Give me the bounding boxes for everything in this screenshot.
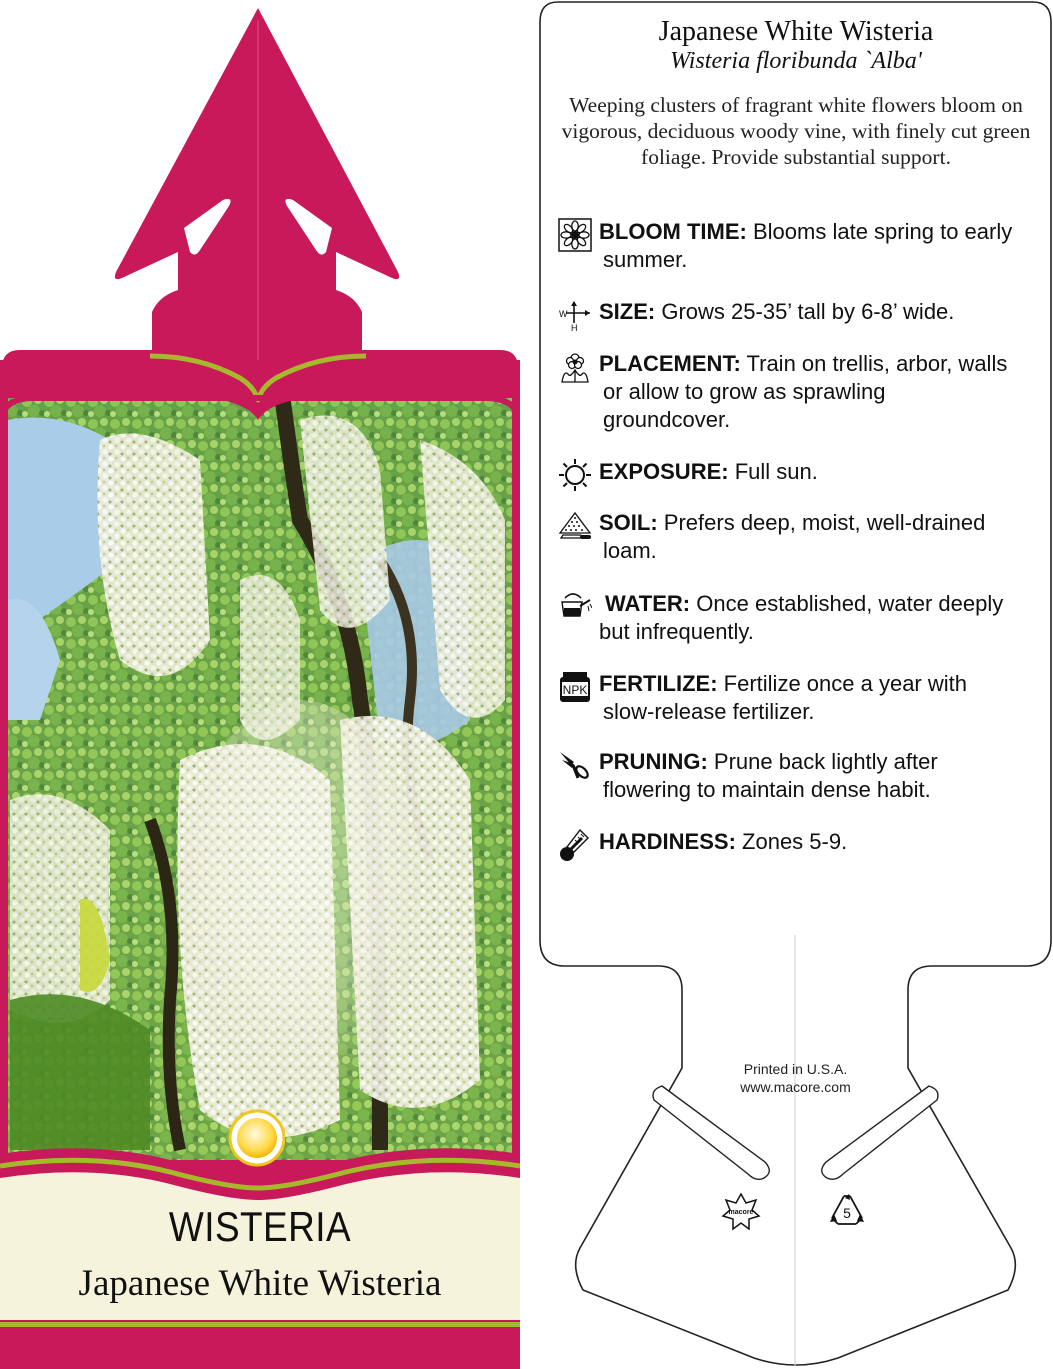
front-tag bbox=[0, 0, 520, 1369]
thermometer-icon bbox=[558, 828, 592, 862]
care-label: WATER: bbox=[605, 591, 691, 616]
printed-in-text: Printed in U.S.A. bbox=[743, 1061, 848, 1077]
care-text: Grows 25-35’ tall by 6-8’ wide. bbox=[661, 299, 955, 324]
botanical-name: Wisteria floribunda `Alba' bbox=[670, 48, 922, 74]
care-text-cont: loam. bbox=[603, 538, 657, 563]
pruning-shears-icon bbox=[558, 748, 592, 782]
care-label: FERTILIZE: bbox=[599, 671, 718, 696]
back-title: Japanese White Wisteria bbox=[658, 16, 934, 47]
care-text: Once established, water deeply bbox=[696, 591, 1004, 616]
care-text-cont: slow-release fertilizer. bbox=[603, 699, 815, 724]
npk-fertilizer-icon bbox=[558, 670, 592, 704]
care-label: BLOOM TIME: bbox=[599, 219, 747, 244]
care-text: Blooms late spring to early bbox=[753, 219, 1013, 244]
placement-plants-icon bbox=[558, 350, 592, 384]
size-arrows-icon bbox=[558, 298, 592, 332]
care-label: PLACEMENT: bbox=[599, 351, 741, 376]
care-text-cont: flowering to maintain dense habit. bbox=[603, 777, 931, 802]
care-text: Full sun. bbox=[734, 459, 818, 484]
size-height-letter: H bbox=[571, 323, 578, 332]
npk-label: NPK bbox=[562, 683, 588, 697]
care-label: SIZE: bbox=[599, 299, 656, 324]
care-text: Zones 5-9. bbox=[742, 829, 848, 854]
care-text: Train on trellis, arbor, walls bbox=[746, 351, 1008, 376]
variety-name: Japanese White Wisteria bbox=[78, 1263, 442, 1304]
common-name: WISTERIA bbox=[168, 1203, 352, 1250]
care-label: SOIL: bbox=[599, 510, 658, 535]
care-text-cont2: groundcover. bbox=[603, 407, 731, 432]
website-text: www.macore.com bbox=[740, 1079, 851, 1095]
full-sun-icon bbox=[230, 1111, 284, 1165]
watering-can-icon bbox=[558, 590, 592, 624]
front-tag-artwork bbox=[0, 0, 520, 1369]
soil-trowel-icon bbox=[558, 509, 592, 543]
plant-description: Weeping clusters of fragrant white flowers bloom on vigorous, deciduous woody vine, with finely cut green foliage. Provide substantial support. bbox=[561, 93, 1031, 169]
care-label: EXPOSURE: bbox=[599, 459, 729, 484]
wisteria-photo bbox=[8, 360, 512, 1160]
care-text: Prefers deep, moist, well-drained bbox=[663, 510, 986, 535]
care-text-cont: or allow to grow as sprawling bbox=[603, 379, 886, 404]
care-label: PRUNING: bbox=[599, 749, 708, 774]
back-tag bbox=[538, 0, 1053, 1369]
care-text-cont: but infrequently. bbox=[599, 619, 754, 644]
flower-icon bbox=[558, 218, 592, 252]
care-text: Prune back lightly after bbox=[713, 749, 938, 774]
macore-logo-text: macore bbox=[728, 1209, 754, 1216]
hang-tab-arrow bbox=[2, 8, 518, 380]
sun-icon bbox=[558, 458, 592, 492]
care-text-cont: summer. bbox=[603, 247, 688, 272]
care-label: HARDINESS: bbox=[599, 829, 736, 854]
recycle-number: 5 bbox=[843, 1205, 851, 1221]
care-text: Fertilize once a year with bbox=[723, 671, 967, 696]
size-width-letter: W bbox=[559, 309, 568, 319]
